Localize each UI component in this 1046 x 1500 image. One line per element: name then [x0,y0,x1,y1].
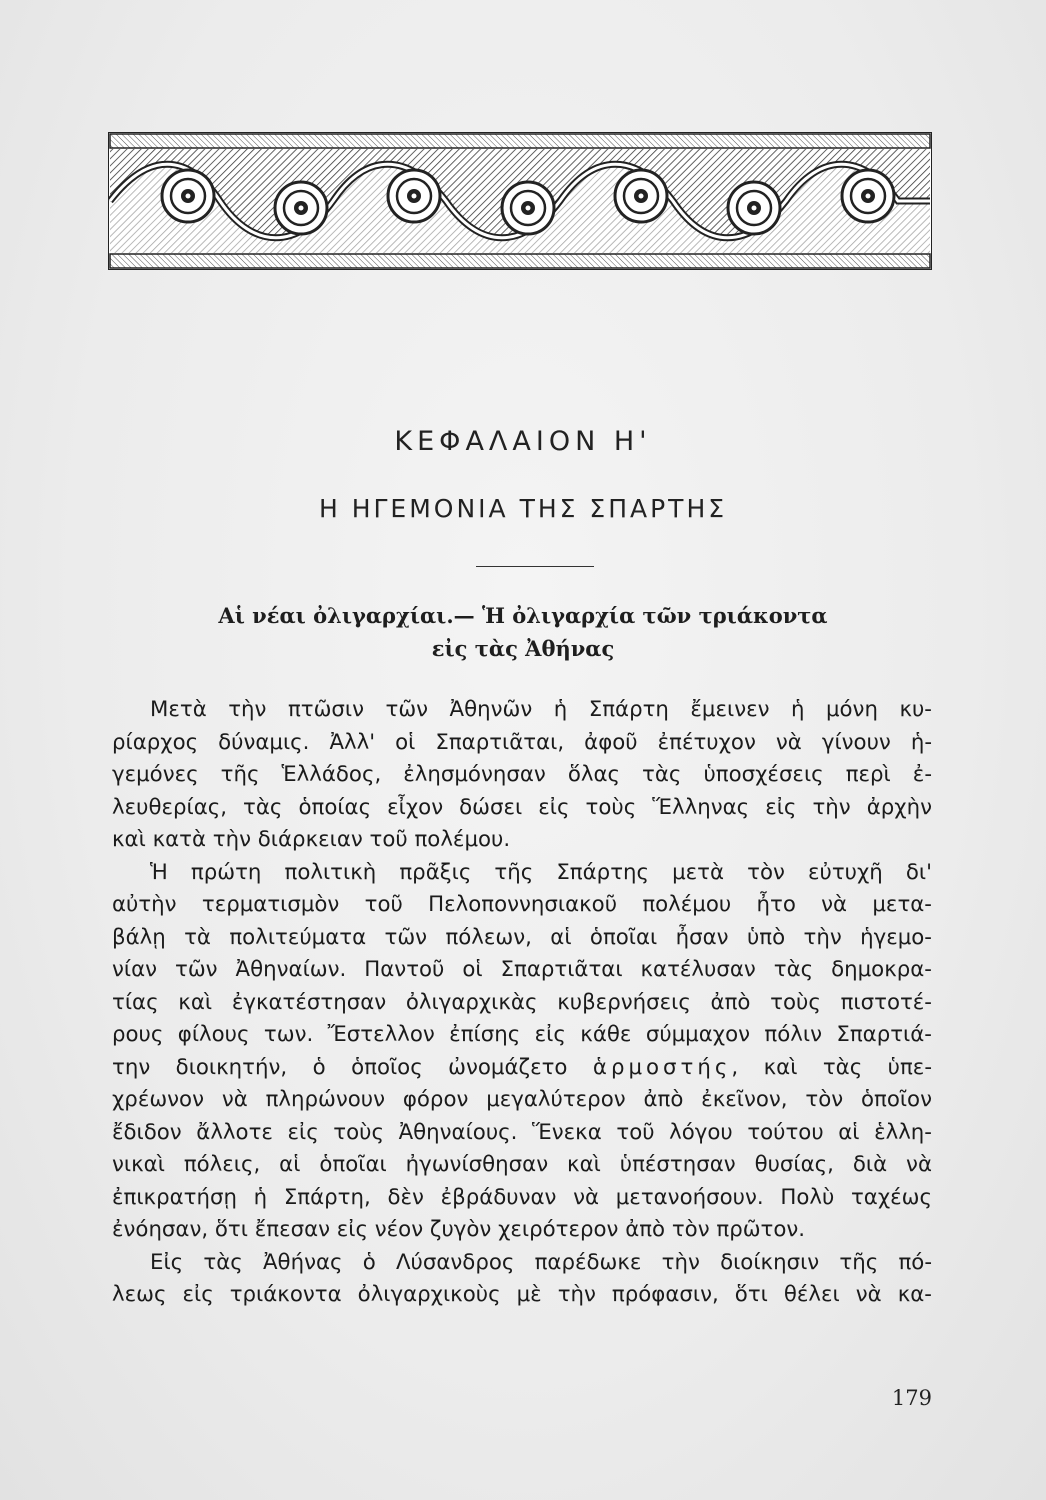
spaced-term: ἁρμοστής [592,1054,732,1080]
body-line: ρίαρχος δύναμις. Ἀλλ' οἱ Σπαρτιᾶται, ἀφοῦ ἐπέτυχον νὰ γίνουν ἡ- [112,729,932,755]
body-line: γεμόνες τῆς Ἑλλάδος, ἐλησμόνησαν ὅλας τὰς ὑποσχέσεις περὶ ἐ- [112,762,932,787]
body-text [112,694,932,1312]
body-line: Μετὰ τὴν πτῶσιν τῶν Ἀθηνῶν ἡ Σπάρτη ἔμεινεν ἡ μόνη κυ- [150,697,932,722]
body-line: τίας καὶ ἐγκατέστησαν ὀλιγαρχικὰς κυβερνήσεις ἀπὸ τοὺς πιστοτέ- [112,989,932,1015]
section-heading-line-2: εἰς τὰς Ἀθήνας [431,636,615,661]
body-line: ἔδιδον ἄλλοτε εἰς τοὺς Ἀθηναίους. Ἕνεκα τοῦ λόγου τούτου αἱ ἑλλη- [112,1119,932,1145]
chapter-title: Η ΗΓΕΜΟΝΙΑ ΤΗΣ ΣΠΑΡΤΗΣ [318,494,728,523]
body-text-fragment: , καὶ τὰς ὑπε- [731,1054,932,1080]
body-line: λευθερίας, τὰς ὁποίας εἶχον δώσει εἰς τοὺς Ἕλληνας εἰς τὴν ἀρχὴν [112,794,932,820]
page-number: 179 [891,1386,932,1410]
body-line: λεως εἰς τριάκοντα ὀλιγαρχικοὺς μὲ τὴν πρόφασιν, ὅτι θέλει νὰ κα- [112,1282,932,1307]
body-line-with-spaced-term [112,1052,932,1085]
body-line: ἐνόησαν, ὅτι ἔπεσαν εἰς νέον ζυγὸν χειρότερον ἀπὸ τὸν πρῶτον. [112,1217,806,1242]
body-line: χρέωνον νὰ πληρώνουν φόρον μεγαλύτερον ἀπὸ ἐκεῖνον, τὸν ὁποῖον [112,1087,932,1112]
body-line: αὐτὴν τερματισμὸν τοῦ Πελοποννησιακοῦ πολέμου ἦτο νὰ μετα- [112,892,932,917]
body-line: ἐπικρατήσῃ ἡ Σπάρτη, δὲν ἐβράδυναν νὰ μετανοήσουν. Πολὺ ταχέως [112,1184,932,1210]
divider-rule [476,566,594,567]
body-line: βάλῃ τὰ πολιτεύματα τῶν πόλεων, αἱ ὁποῖαι ἦσαν ὑπὸ τὴν ἡγεμο- [112,924,932,950]
body-line: καὶ κατὰ τὴν διάρκειαν τοῦ πολέμου. [112,827,511,852]
chapter-number: ΚΕΦΑΛΑΙΟΝ Η' [394,426,652,457]
spiral-ornament-band [108,132,932,270]
body-line: Εἰς τὰς Ἀθήνας ὁ Λύσανδρος παρέδωκε τὴν διοίκησιν τῆς πό- [150,1249,932,1275]
body-line: νικαὶ πόλεις, αἱ ὁποῖαι ἠγωνίσθησαν καὶ ὑπέστησαν θυσίας, διὰ νὰ [112,1152,932,1177]
body-line: Ἡ πρώτη πολιτικὴ πρᾶξις τῆς Σπάρτης μετὰ τὸν εὐτυχῆ δι' [150,859,932,885]
section-heading-line-1: Αἱ νέαι ὀλιγαρχίαι.— Ἡ ὀλιγαρχία τῶν τριάκοντα [218,603,828,628]
body-line: ρους φίλους των. Ἔστελλον ἐπίσης εἰς κάθε σύμμαχον πόλιν Σπαρτιά- [112,1022,932,1047]
body-text-fragment: την διοικητήν, ὁ ὁποῖος ὠνομάζετο [112,1054,568,1080]
body-line: νίαν τῶν Ἀθηναίων. Παντοῦ οἱ Σπαρτιᾶται κατέλυσαν τὰς δημοκρα- [112,957,932,982]
